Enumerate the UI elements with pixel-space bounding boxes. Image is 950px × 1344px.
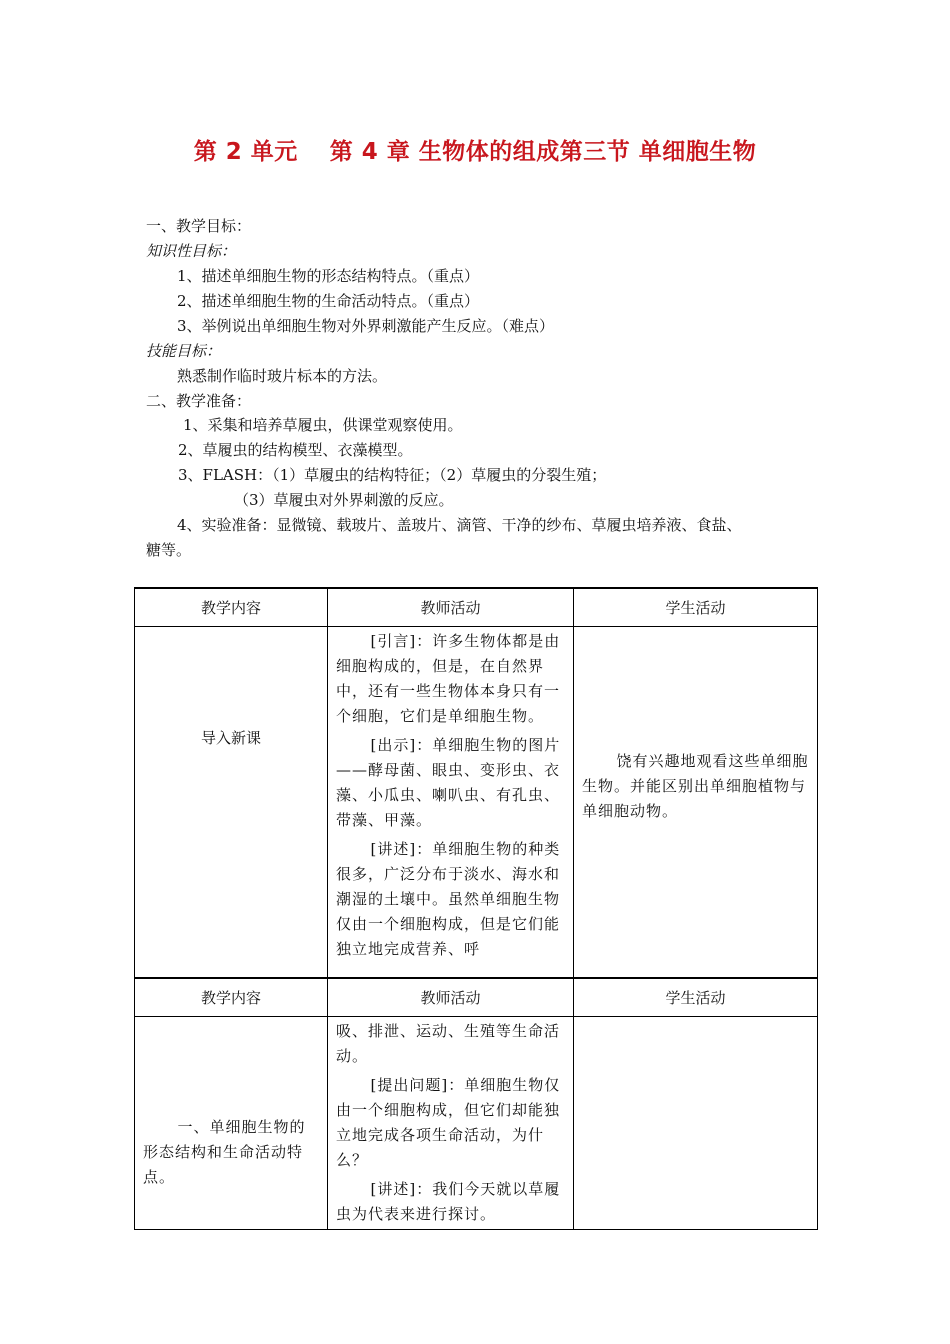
header2-student: 学生活动	[574, 978, 818, 1017]
row1-content-cell	[135, 627, 328, 979]
row2-teacher-p3: [讲述]：我们今天就以草履虫为代表来进行探讨。	[336, 1180, 561, 1223]
row2-teacher-p1: 吸、排泄、运动、生殖等生命活动。	[336, 1022, 561, 1065]
row1-content: 导入新课	[200, 729, 261, 747]
preparation-item-1: 1、采集和培养草履虫，供课堂观察使用。	[183, 416, 463, 434]
header-content: 教学内容	[135, 588, 328, 627]
preparation-item-4-cont: 糖等。	[146, 541, 192, 559]
row1-student: 饶有兴趣地观看这些单细胞生物。并能区别出单细胞植物与单细胞动物。	[582, 752, 809, 820]
knowledge-item-1: 1、描述单细胞生物的形态结构特点。（重点）	[177, 267, 480, 285]
preparation-item-2: 2、草履虫的结构模型、衣藻模型。	[178, 441, 413, 459]
skill-item: 熟悉制作临时玻片标本的方法。	[177, 367, 388, 385]
table-row	[135, 1017, 818, 1230]
table-row	[135, 627, 818, 979]
lesson-plan-table	[134, 587, 818, 1230]
knowledge-label: 知识性目标：	[146, 242, 237, 260]
preparation-item-3: 3、FLASH：（1）草履虫的结构特征；（2）草履虫的分裂生殖；	[178, 466, 607, 484]
knowledge-item-2: 2、描述单细胞生物的生命活动特点。（重点）	[177, 292, 480, 310]
header2-teacher: 教师活动	[328, 978, 574, 1017]
row2-teacher-cell	[328, 1017, 574, 1230]
row2-teacher-p2: [提出问题]：单细胞生物仅由一个细胞构成，但它们却能独立地完成各项生命活动，为什么？	[336, 1076, 561, 1169]
knowledge-item-3: 3、举例说出单细胞生物对外界刺激能产生反应。（难点）	[177, 317, 555, 335]
preparation-heading: 二、教学准备：	[146, 392, 252, 410]
objectives-heading: 一、教学目标：	[146, 217, 252, 235]
row2-student-cell	[574, 1017, 818, 1230]
header-student: 学生活动	[574, 588, 818, 627]
header-teacher: 教师活动	[328, 588, 574, 627]
table-header-row-2	[135, 978, 818, 1017]
row1-teacher-cell	[328, 627, 574, 979]
row1-teacher-p1: [引言]：许多生物体都是由细胞构成的，但是，在自然界中，还有一些生物体本身只有一个细胞，它们是单细胞生物。	[336, 632, 561, 725]
row1-teacher-p3: [讲述]：单细胞生物的种类很多，广泛分布于淡水、海水和潮湿的土壤中。虽然单细胞生物仅由一个细胞构成，但是它们能独立地完成营养、呼	[336, 840, 561, 958]
preparation-item-4: 4、实验准备：显微镜、载玻片、盖玻片、滴管、干净的纱布、草履虫培养液、食盐、	[177, 516, 742, 534]
skill-label: 技能目标：	[146, 342, 222, 360]
row2-content-cell	[135, 1017, 328, 1230]
row1-teacher-p2: [出示]：单细胞生物的图片——酵母菌、眼虫、变形虫、衣藻、小瓜虫、喇叭虫、有孔虫、带藻、甲藻。	[336, 736, 561, 829]
row1-student-cell	[574, 627, 818, 979]
page-title: 第 2 单元 第 4 章 生物体的组成第三节 单细胞生物	[193, 139, 757, 165]
header2-content: 教学内容	[135, 978, 328, 1017]
row2-content: 一、单细胞生物的形态结构和生命活动特点。	[143, 1118, 306, 1186]
preparation-item-3b: （3）草履虫对外界刺激的反应。	[234, 491, 454, 509]
table-header-row	[135, 588, 818, 627]
